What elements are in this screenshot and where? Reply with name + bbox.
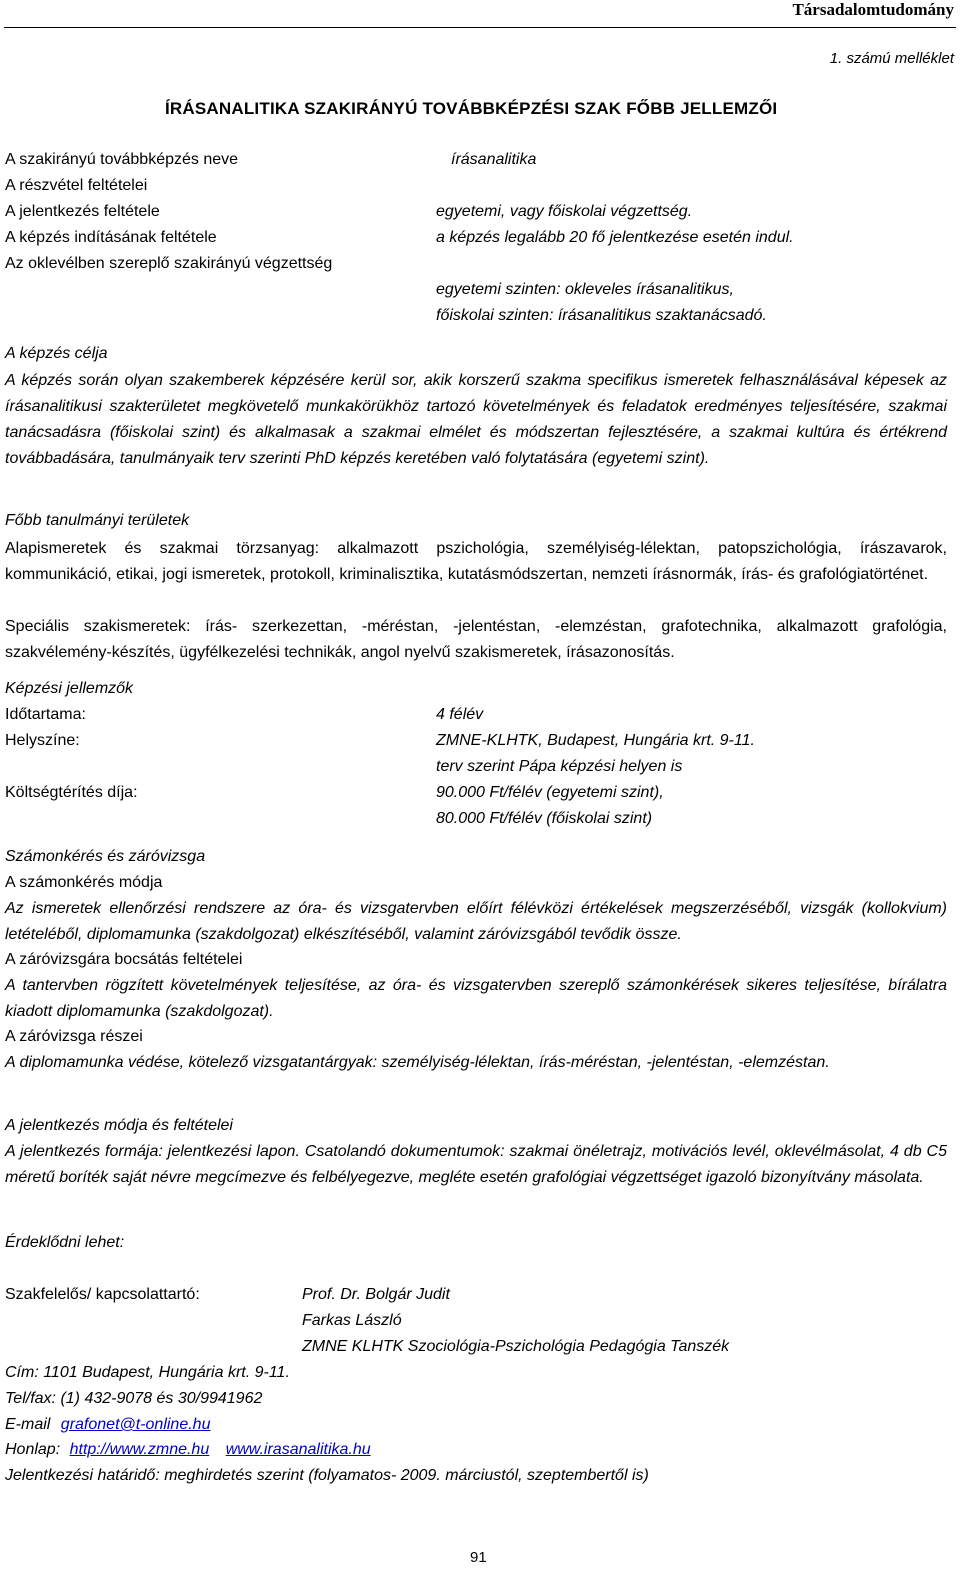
exam-heading: Számonkérés és záróvizsga bbox=[5, 848, 206, 865]
fee-value-university: 90.000 Ft/félév (egyetemi szint), bbox=[436, 784, 664, 801]
web-link-irasanalitika[interactable]: www.irasanalitika.hu bbox=[225, 1441, 371, 1458]
study-heading: Főbb tanulmányi területek bbox=[5, 512, 190, 529]
contact-person-label: Szakfelelős/ kapcsolattartó: bbox=[5, 1286, 200, 1303]
exam-method-heading: A számonkérés módja bbox=[5, 874, 163, 891]
apply-heading: A jelentkezés módja és feltételei bbox=[5, 1117, 233, 1134]
study-basic-text: Alapismeretek és szakmai törzsanyag: alkalmazott pszichológia, személyiség-lélektan, patopszichológia, írászavarok, kommunikáció, etikai, jogi ismeretek, protokoll, kriminalisztika, kutatásmódszertan, nemzeti írásnormák, írás- és grafológiatörténet. bbox=[5, 540, 947, 583]
degree-value-college: főiskolai szinten: írásanalitikus szaktanácsadó. bbox=[436, 307, 767, 324]
apply-text: A jelentkezés formája: jelentkezési lapon. Csatolandó dokumentumok: szakmai önéletrajz, motivációs levél, oklevélmásolat, 4 db C5 méretű boríték saját névre megcímezve és felbélyegezve, megléte esetén grafológiai végzettséget igazoló bizonyítvány másolata. bbox=[5, 1143, 947, 1186]
annex-label: 1. számú melléklet bbox=[829, 50, 954, 67]
contact-person-2: Farkas László bbox=[302, 1312, 402, 1329]
start-condition-label: A képzés indításának feltétele bbox=[5, 229, 217, 246]
header-rule bbox=[4, 27, 956, 28]
duration-value: 4 félév bbox=[436, 706, 484, 723]
place-value: ZMNE-KLHTK, Budapest, Hungária krt. 9-11. bbox=[436, 732, 755, 749]
start-condition-value: a képzés legalább 20 fő jelentkezése esetén indul. bbox=[436, 229, 794, 246]
contact-person-1: Prof. Dr. Bolgár Judit bbox=[302, 1286, 450, 1303]
program-name-value: írásanalitika bbox=[451, 151, 537, 168]
exam-admission-heading: A záróvizsgára bocsátás feltételei bbox=[5, 951, 243, 968]
contact-address: Cím: 1101 Budapest, Hungária krt. 9-11. bbox=[5, 1364, 290, 1381]
program-name-label: A szakirányú továbbképzés neve bbox=[5, 151, 239, 168]
degree-value-university: egyetemi szinten: okleveles írásanalitikus, bbox=[436, 281, 734, 298]
exam-parts-heading: A záróvizsga részei bbox=[5, 1028, 143, 1045]
contact-department: ZMNE KLHTK Szociológia-Pszichológia Pedagógia Tanszék bbox=[302, 1338, 730, 1355]
goal-heading: A képzés célja bbox=[5, 345, 108, 362]
contact-web-row bbox=[5, 1441, 371, 1459]
fee-value-college: 80.000 Ft/félév (főiskolai szint) bbox=[436, 810, 653, 827]
email-link[interactable]: grafonet@t-online.hu bbox=[60, 1416, 211, 1433]
page-title: ÍRÁSANALITIKA SZAKIRÁNYÚ TOVÁBBKÉPZÉSI SZAK FŐBB JELLEMZŐI bbox=[165, 99, 778, 118]
web-link-zmne[interactable]: http://www.zmne.hu bbox=[69, 1441, 210, 1458]
exam-admission-text: A tantervben rögzített követelmények teljesítése, az óra- és vizsgatervben szereplő számonkérések sikeres teljesítése, bírálatra kiadott diplomamunka (szakdolgozat). bbox=[5, 977, 947, 1020]
fee-label: Költségtérítés díja: bbox=[5, 784, 138, 801]
application-value: egyetemi, vagy főiskolai végzettség. bbox=[436, 203, 693, 220]
exam-parts-text: A diplomamunka védése, kötelező vizsgatantárgyak: személyiség-lélektan, írás-méréstan, -jelentéstan, -elemzéstan. bbox=[5, 1054, 830, 1071]
study-special-text: Speciális szakismeretek: írás- szerkezettan, -méréstan, -jelentéstan, -elemzéstan, grafotechnika, alkalmazott grafológia, szakvélemény-készítés, ügyfélkezelési technikák, angol nyelvű szakismeretek, írásazonosítás. bbox=[5, 618, 947, 661]
features-heading: Képzési jellemzők bbox=[5, 680, 134, 697]
web-label: Honlap: bbox=[5, 1441, 61, 1458]
participation-label: A részvétel feltételei bbox=[5, 177, 148, 194]
degree-label: Az oklevélben szereplő szakirányú végzettség bbox=[5, 255, 333, 272]
exam-method-text: Az ismeretek ellenőrzési rendszere az óra- és vizsgatervben előírt félévközi értékelések megszerzéséből, vizsgák (kollokvium) letételéből, diplomamunka (szakdolgozat) elkészítéséből, valamint záróvizsgából tevődik össze. bbox=[5, 900, 947, 943]
deadline: Jelentkezési határidő: meghirdetés szerint (folyamatos- 2009. márciustól, szeptembertől is) bbox=[5, 1467, 649, 1484]
duration-label: Időtartama: bbox=[5, 706, 86, 723]
contact-phone: Tel/fax: (1) 432-9078 és 30/9941962 bbox=[5, 1390, 263, 1407]
page-number: 91 bbox=[470, 1549, 487, 1566]
journal-title: Társadalomtudomány bbox=[792, 0, 954, 19]
place-label: Helyszíne: bbox=[5, 732, 80, 749]
email-label: E-mail bbox=[5, 1416, 51, 1433]
goal-text: A képzés során olyan szakemberek képzésére kerül sor, akik korszerű szakma specifikus ismeretek felhasználásával képesek az írásanalitikusi szakterületet megkövetelő munkakörükhöz tartozó követelmények és feladatok eredményes teljesítésére, szakmai tanácsadásra (főiskolai szint) és alkalmasak a szakmai elmélet és módszertan fejlesztésére, a szakmai kultúra és értékrend továbbadására, tanulmányaik terv szerinti PhD képzés keretében való folytatására (egyetemi szint). bbox=[5, 372, 947, 467]
inquiry-label: Érdeklődni lehet: bbox=[5, 1234, 125, 1251]
place-value-alt: terv szerint Pápa képzési helyen is bbox=[436, 758, 683, 775]
application-label: A jelentkezés feltétele bbox=[5, 203, 160, 220]
contact-email-row bbox=[5, 1416, 210, 1434]
